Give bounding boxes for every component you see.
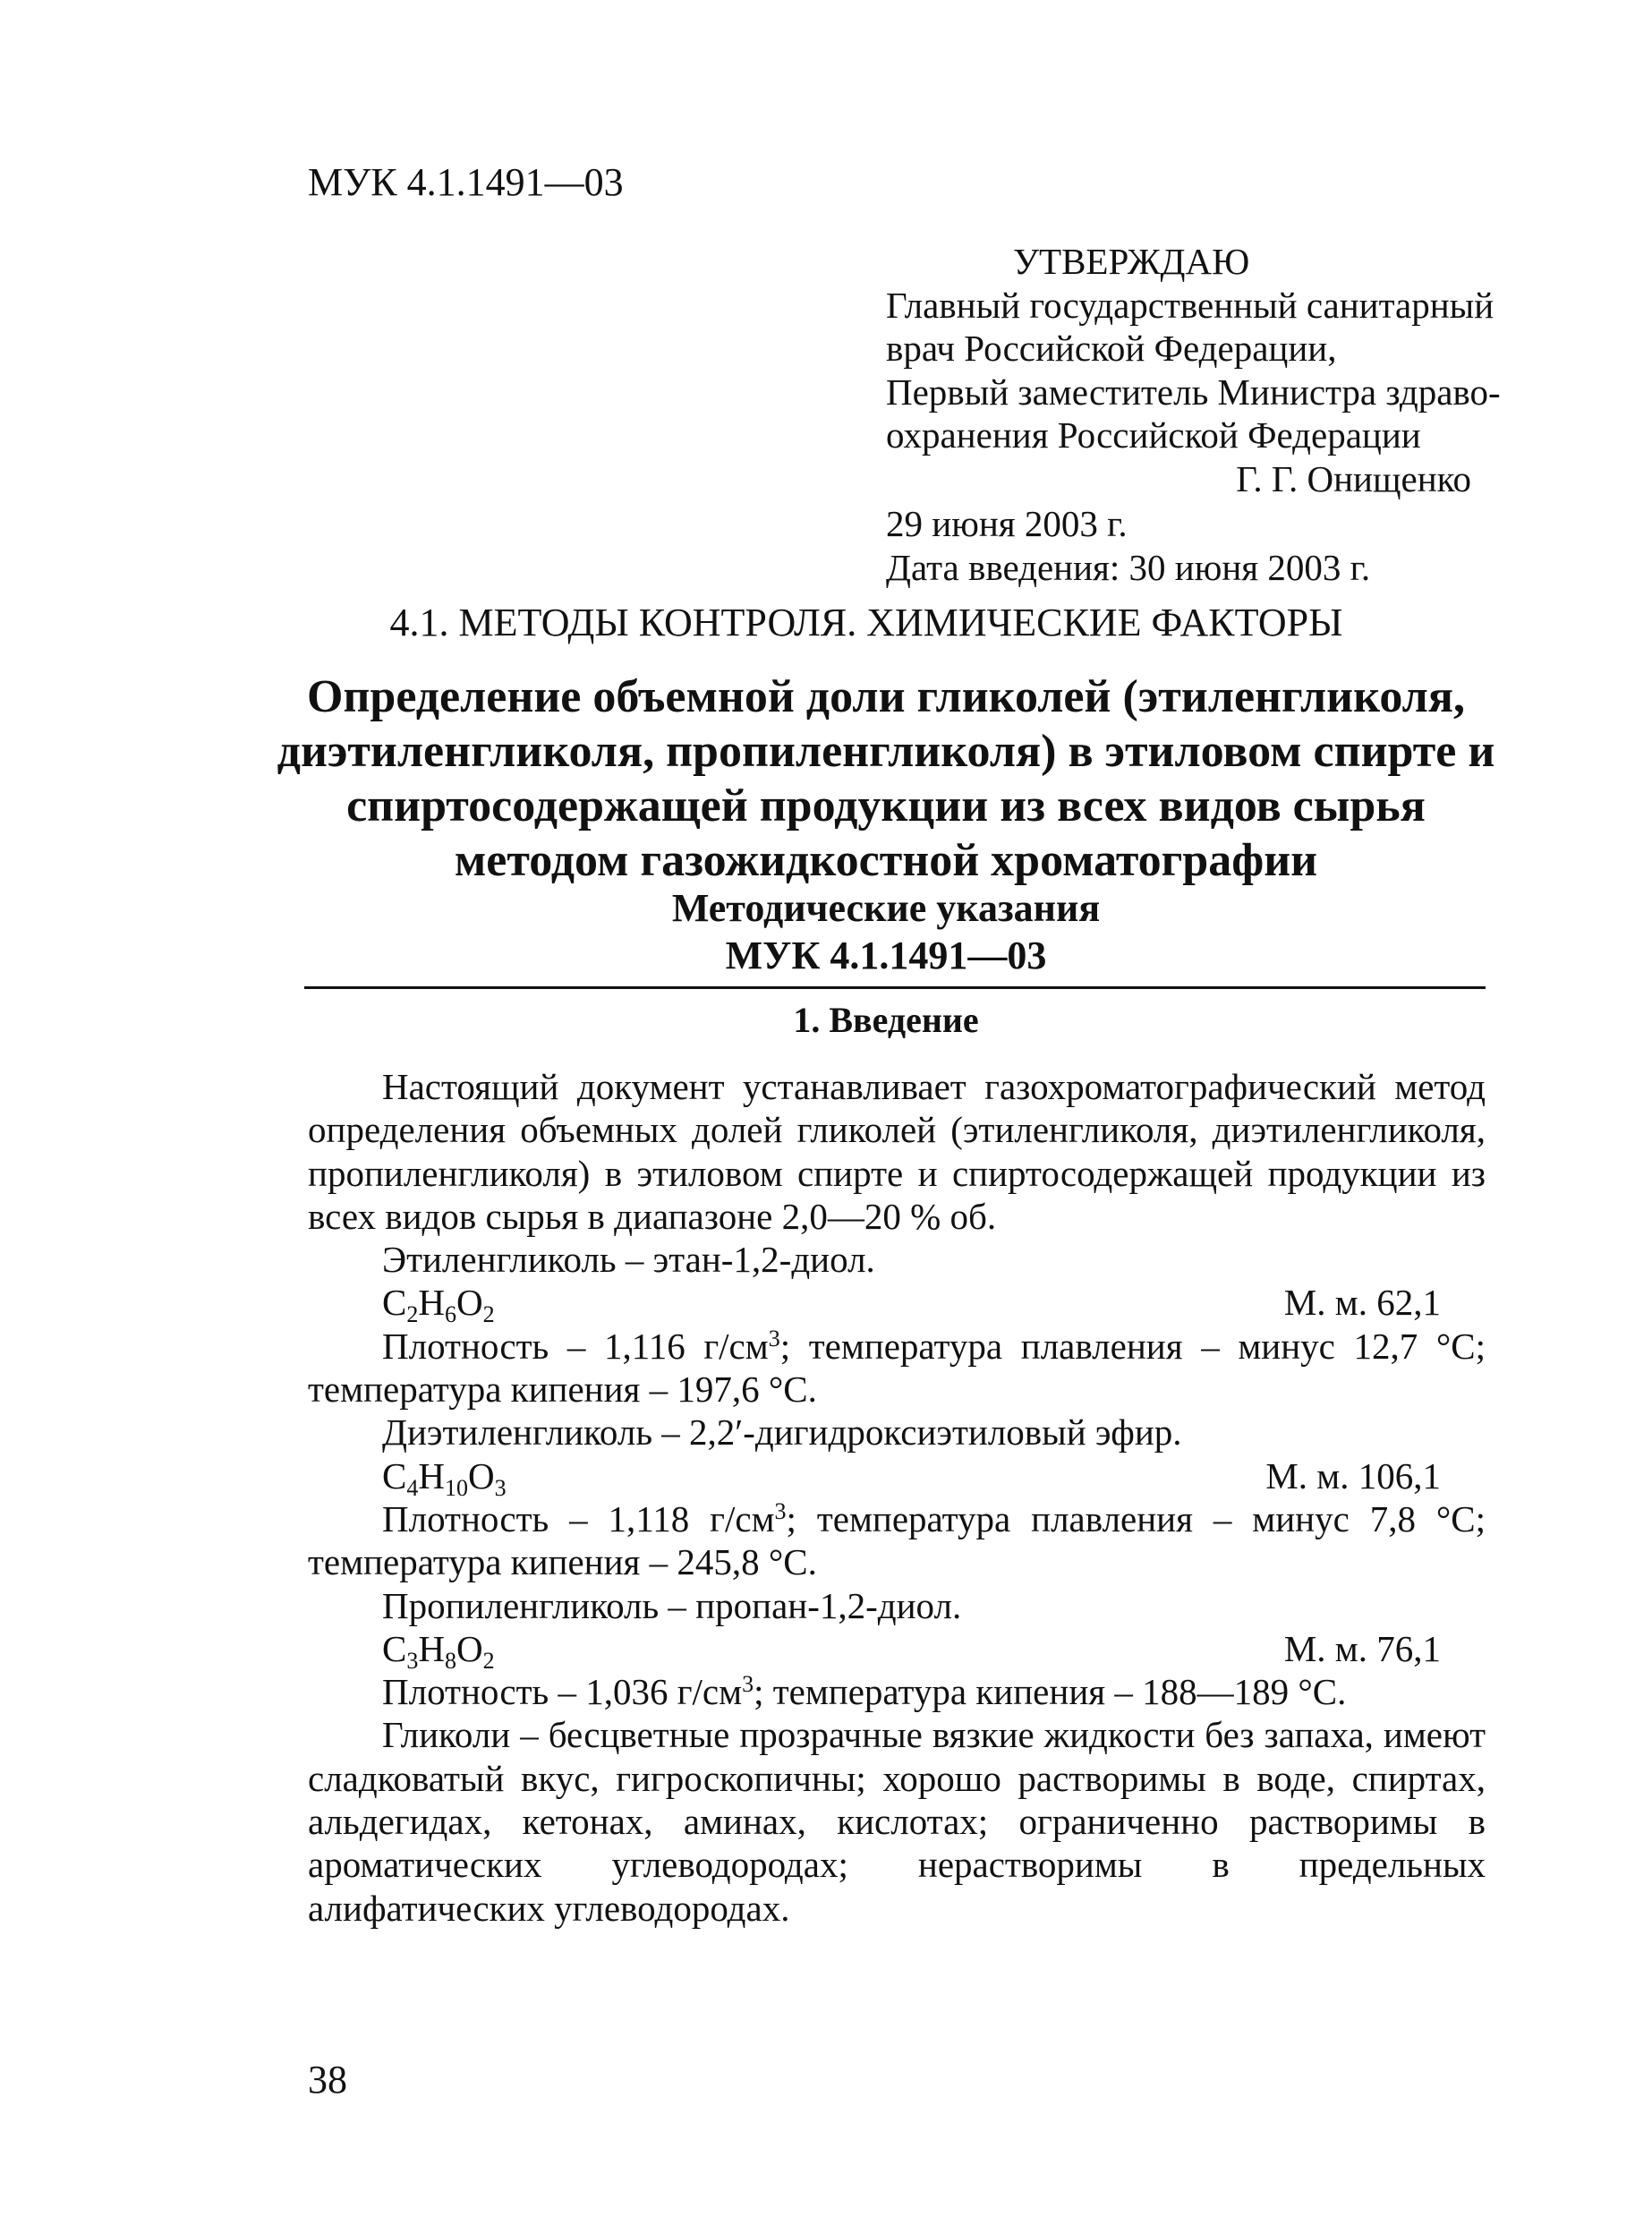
document-type: Методические указания [671,886,1101,930]
chemical-formula: $C_2H_6O_2$ [382,1282,495,1328]
compound-properties: Плотность – 1,118 $г/см^3$; температура плавления – минус 7,8 °С; температура кипения – 245,8 °С. [308,1497,1486,1583]
approval-block [886,240,1501,589]
document-title-line: спиртосодержащей продукции из всех видов сырья [346,780,1426,831]
closing-paragraph: Гликоли – бесцветные прозрачные вязкие жидкости без запаха, имеют сладковатый вкус, гигроскопичны; хорошо растворимы в воде, спиртах, альдегидах, кетонах, аминах, кислотах; ограниченно растворимы в ароматических углеводородах; нерастворимы в предельных алифатических углеводородах. [308,1714,1486,1929]
molecular-mass: М. м. 76,1 [1283,1627,1441,1669]
approval-line: Первый заместитель Министра здраво- [886,371,1501,413]
molecular-mass: М. м. 106,1 [1265,1454,1441,1496]
approval-line: охранения Российской Федерации [886,414,1421,456]
compound-formula-row [308,1627,1486,1674]
compound-name: Этиленгликоль – этан-1,2-диол. [382,1239,875,1281]
molecular-mass: М. м. 62,1 [1283,1282,1441,1324]
horizontal-rule [304,986,1486,989]
document-title-line: методом газожидкостной хроматографии [454,835,1318,886]
compound-properties: Плотность – 1,116 $г/см^3$; температура плавления – минус 12,7 °С; температура кипения – 197,6 °С. [308,1325,1486,1411]
section-title: 4.1. МЕТОДЫ КОНТРОЛЯ. ХИМИЧЕСКИЕ ФАКТОРЫ [389,601,1343,644]
approval-signer: Г. Г. Онищенко [1236,457,1471,499]
document-title-line: диэтиленгликоля, пропиленгликоля) в этиловом спирте и [277,726,1495,777]
intro-body [308,1065,1486,1930]
intro-paragraph: Настоящий документ устанавливает газохроматографический метод определения объемных долей гликолей (этиленгликоля, диэтиленгликоля, пропиленгликоля) в этиловом спирте и спиртосодержащей продукции из всех видов сырья в диапазоне 2,0—20 % об. [308,1066,1486,1237]
compound-formula-row [308,1454,1486,1501]
approval-line: Главный государственный санитарный [886,284,1494,326]
header-document-code: МУК 4.1.1491—03 [308,160,624,204]
approval-title: УТВЕРЖДАЮ [1013,241,1250,282]
chemical-formula: $C_3H_8O_2$ [382,1627,495,1674]
compound-formula-row [308,1281,1486,1328]
compound-properties: Плотность – 1,036 $г/см^3$; температура кипения – 188—189 °С. [382,1671,1347,1713]
compound-name: Пропиленгликоль – пропан-1,2-диол. [382,1584,962,1626]
page-number: 38 [308,2058,347,2102]
document-title-line: Определение объемной доли гликолей (этиленгликоля, [307,671,1465,722]
document-code: МУК 4.1.1491—03 [725,934,1047,977]
approval-line: врач Российской Федерации, [886,328,1337,369]
approval-date: 29 июня 2003 г. [886,503,1128,544]
introduction-date: Дата введения: 30 июня 2003 г. [886,546,1371,588]
document-subtitle [268,884,1503,979]
chemical-formula: $C_4H_{10}O_3$ [382,1454,507,1501]
document-title [268,669,1503,888]
compound-name: Диэтиленгликоль – 2,2′-дигидроксиэтиловый эфир. [382,1411,1182,1454]
intro-heading: 1. Введение [793,1000,979,1040]
